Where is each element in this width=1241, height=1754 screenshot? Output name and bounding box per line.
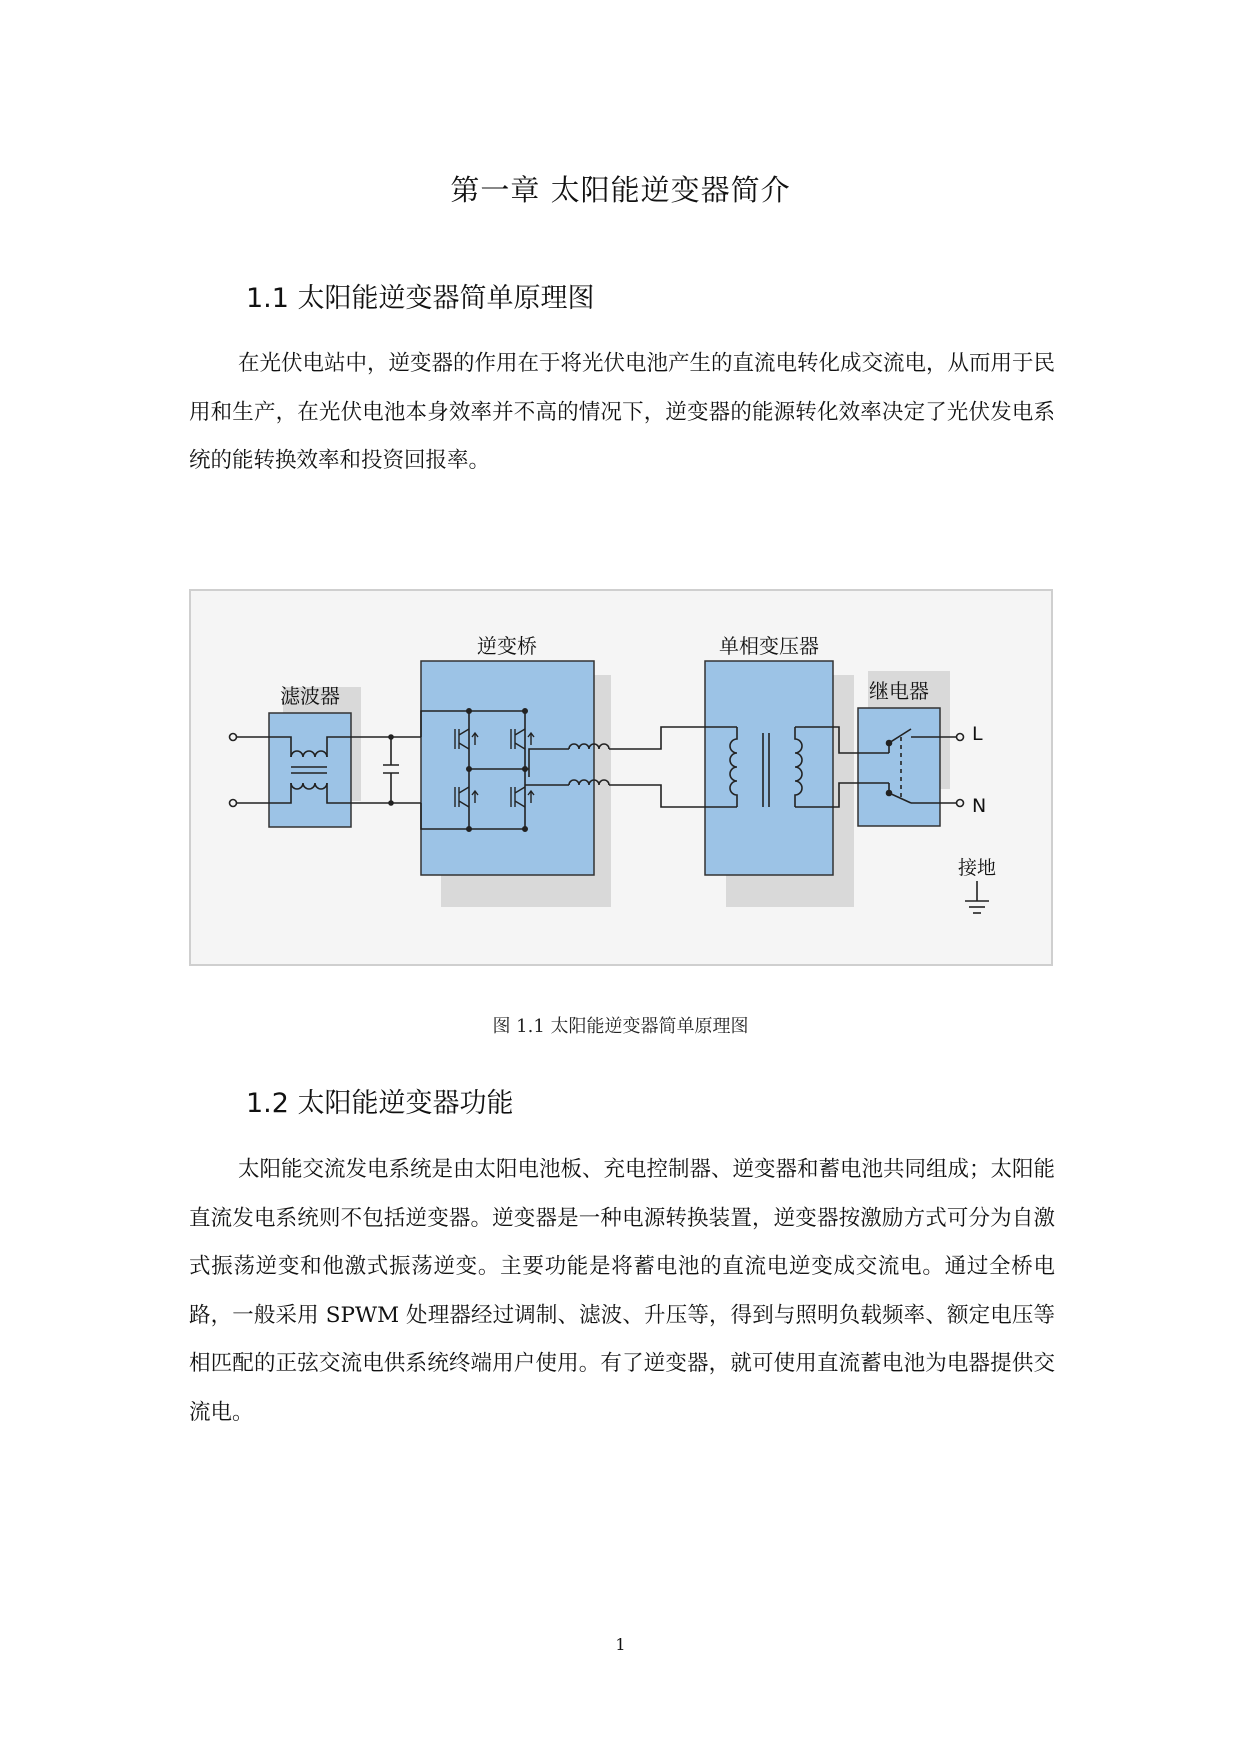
output-terminal-N (957, 800, 964, 807)
relay-block (858, 708, 940, 826)
transformer-label: 单相变压器 (719, 634, 819, 658)
line-N-label: N (972, 795, 987, 817)
section-heading-1-2: 1.2 太阳能逆变器功能 (246, 1088, 514, 1119)
paragraph-1-2: 太阳能交流发电系统是由太阳电池板、充电控制器、逆变器和蓄电池共同组成；太阳能直流发电系统则不包括逆变器。逆变器是一种电源转换装置，逆变器按激励方式可分为自激式振荡逆变和他激式振荡逆变。主要功能是将蓄电池的直流电逆变成交流电。通过全桥电路，一般采用 SPWM 处理器经过调制、滤波、升压等，得到与照明负载频率、额定电压等相匹配的正弦交流电供系统终端用户使用。有了逆变器，就可使用直流蓄电池为电器提供交流电。 (189, 1157, 1056, 1425)
paragraph-1-1: 在光伏电站中，逆变器的作用在于将光伏电池产生的直流电转化成交流电，从而用于民用和生产，在光伏电池本身效率并不高的情况下，逆变器的能源转化效率决定了光伏发电系统的能转换效率和投资回报率。 (189, 351, 1056, 473)
line-L-label: L (972, 723, 983, 745)
page-number: 1 (615, 1635, 626, 1654)
input-terminal-bottom (230, 800, 237, 807)
input-terminal-top (230, 734, 237, 741)
inverter-bridge-block (421, 661, 594, 875)
chapter-title: 第一章 太阳能逆变器简介 (450, 173, 791, 207)
inverter-schematic-figure (189, 589, 1053, 966)
filter-label: 滤波器 (280, 684, 340, 708)
ground-label: 接地 (957, 857, 997, 879)
output-terminal-L (957, 734, 964, 741)
inverter-schematic-diagram (189, 589, 1053, 966)
filter-block (269, 713, 351, 827)
relay-label: 继电器 (869, 679, 929, 703)
inverter-bridge-label: 逆变桥 (477, 634, 537, 658)
figure-caption: 图 1.1 太阳能逆变器简单原理图 (492, 1016, 749, 1037)
section-heading-1-1: 1.1 太阳能逆变器简单原理图 (246, 283, 595, 314)
